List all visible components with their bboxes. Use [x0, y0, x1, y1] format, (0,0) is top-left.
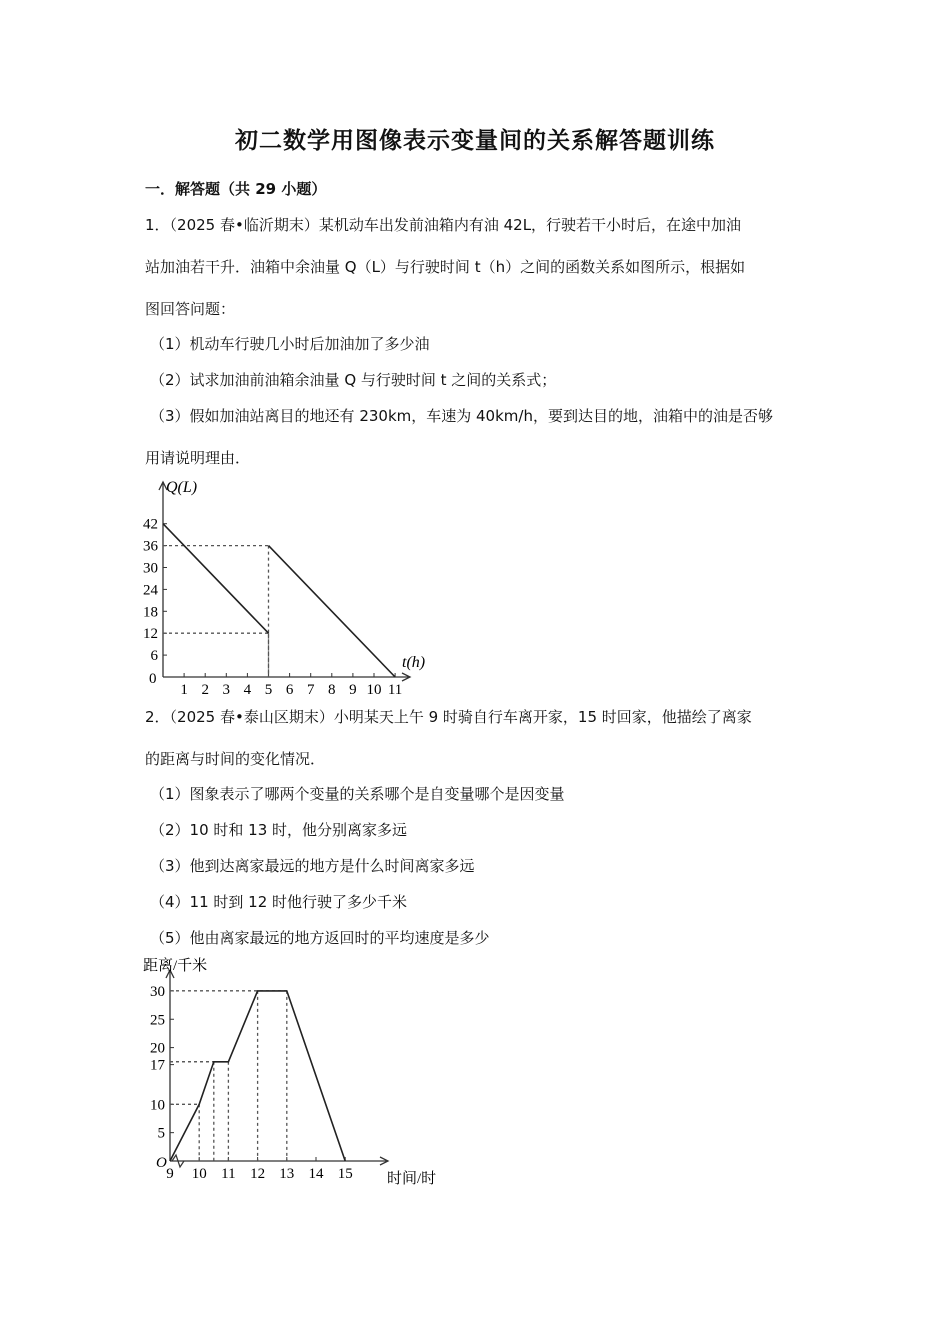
q1-part3: （3）假如加油站离目的地还有 230km，车速为 40km/h，要到达目的地，油箱中的油是否够	[150, 407, 773, 425]
x-tick-label: 8	[328, 682, 336, 698]
x-axis-label: 时间/时	[387, 1171, 437, 1187]
x-tick-label: 5	[264, 682, 273, 698]
q2-part4: （4）11 时到 12 时他行驶了多少千米	[150, 893, 408, 911]
x-tick-label: 13	[279, 1166, 295, 1182]
x-tick-label: 3	[222, 682, 231, 698]
y-tick-label: 17	[150, 1057, 165, 1074]
q2-part5: （5）他由离家最远的地方返回时的平均速度是多少	[150, 929, 490, 947]
y-tick-label: 30	[150, 983, 165, 1000]
x-tick-label: 10	[191, 1166, 207, 1182]
page-title: 初二数学用图像表示变量间的关系解答题训练	[235, 128, 715, 154]
y-tick-label: 36	[143, 538, 158, 555]
q1-stem-line2: 站加油若干升．油箱中余油量 Q（L）与行驶时间 t（h）之间的函数关系如图所示，根据如	[145, 258, 746, 276]
q2-part2: （2）10 时和 13 时，他分别离家多远	[150, 821, 408, 839]
y-axis-label: 距离/千米	[143, 958, 208, 974]
y-tick-label: 6	[150, 648, 158, 665]
series-line	[269, 546, 396, 677]
q2-stem-line2: 的距离与时间的变化情况．	[145, 750, 326, 768]
q1-stem-line1: 1．（2025 春•临沂期末）某机动车出发前油箱内有油 42L，行驶若干小时后，在途中加油	[145, 216, 742, 234]
q1-part1: （1）机动车行驶几小时后加油加了多少油	[150, 335, 430, 353]
y-tick-label: 5	[157, 1125, 165, 1142]
x-tick-label: 4	[243, 682, 252, 698]
q1-stem-line3: 图回答问题：	[145, 300, 236, 318]
q2-part3: （3）他到达离家最远的地方是什么时间离家多远	[150, 857, 475, 875]
q2-stem-line1: 2．（2025 春•泰山区期末）小明某天上午 9 时骑自行车离开家，15 时回家，他描绘了离家	[145, 708, 752, 726]
y-tick-label: 42	[143, 516, 158, 533]
x-tick-label: 6	[285, 682, 294, 698]
x-tick-label: 9	[349, 682, 357, 698]
y-tick-label: 25	[150, 1012, 165, 1029]
y-tick-label: 18	[143, 604, 158, 621]
y-tick-label: 30	[143, 560, 158, 577]
x-tick-label: 10	[366, 682, 382, 698]
origin-label: 0	[149, 671, 157, 687]
x-tick-label: 11	[221, 1166, 236, 1182]
section-heading: 一．解答题（共 29 小题）	[145, 180, 327, 198]
y-tick-label: 10	[150, 1097, 165, 1114]
x-tick-label: 15	[337, 1166, 353, 1182]
q1-part2: （2）试求加油前油箱余油量 Q 与行驶时间 t 之间的关系式；	[150, 371, 557, 389]
y-tick-label: 12	[143, 626, 158, 643]
q1-part3-cont: 用请说明理由．	[145, 449, 251, 467]
y-tick-label: 24	[143, 582, 158, 599]
x-tick-label: 2	[201, 682, 209, 698]
x-tick-label: 9	[166, 1166, 174, 1182]
x-tick-label: 11	[387, 682, 403, 698]
x-axis-label: t(h)	[402, 654, 426, 671]
y-axis-label: Q(L)	[166, 479, 198, 496]
x-tick-label: 12	[250, 1166, 266, 1182]
series-line	[163, 524, 269, 634]
x-tick-label: 1	[180, 682, 188, 698]
q2-part1: （1）图象表示了哪两个变量的关系哪个是自变量哪个是因变量	[150, 785, 565, 803]
y-tick-label: 20	[150, 1040, 165, 1057]
x-tick-label: 14	[308, 1166, 324, 1182]
x-tick-label: 7	[306, 682, 315, 698]
origin-label: O	[156, 1155, 167, 1171]
